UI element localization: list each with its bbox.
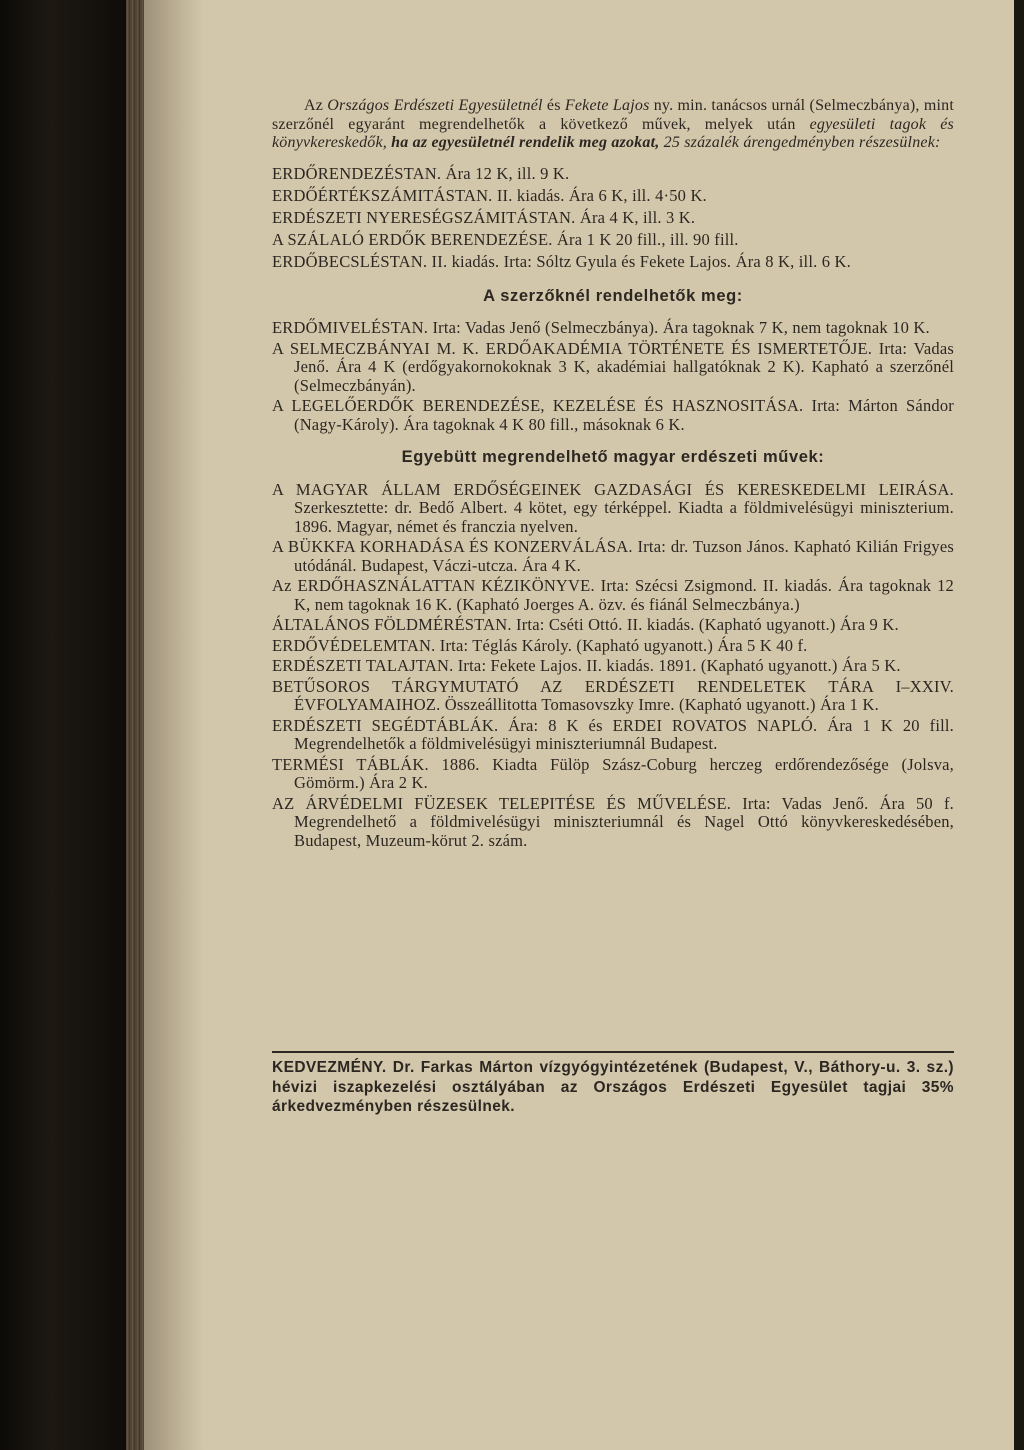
intro-italic-members: egyesületi tagok és könyvkereskedők, [272,115,954,151]
book-spine [0,0,126,1450]
list-item: ERDÉSZETI SEGÉDTÁBLÁK. Ára: 8 K és ERDEI ROVATOS NAPLÓ. Ára 1 K 20 fill. Megrendelhetők a földmivelésügyi miniszteriumnál Budapest. [272,715,954,753]
intro-text: ny. min. tanácsos urnál (Selmeczbánya), mint szerzőnél egyaránt megrendelhetők a következő művek, melyek után [272,97,954,133]
list-item: A MAGYAR ÁLLAM ERDŐSÉGEINEK GAZDASÁGI ÉS KERESKEDELMI LEIRÁSA. Szerkesztette: dr. Bedő Albert. 4 kötet, egy térképpel. Kiadta a földmivelésügyi miniszterium. 1896. Magyar, német és franczia nyelven. [272,479,954,536]
list-item: ERDŐRENDEZÉSTAN. Ára 12 K, ill. 9 K. [272,163,570,183]
section-heading-elsewhere: Egyebütt megrendelhető magyar erdészeti művek: [401,448,825,466]
intro-italic-author: Fekete Lajos [564,97,650,114]
list-item: A BÜKKFA KORHADÁSA ÉS KONZERVÁLÁSA. Irta: dr. Tuzson János. Kapható Kilián Frigyes utódánál. Budapest, Váczi-utcza. Ára 4 K. [272,537,954,575]
author-publications-list [272,319,954,434]
intro-paragraph [272,97,954,153]
list-item: ERDÉSZETI NYERESÉGSZÁMITÁSTAN. Ára 4 K, ill. 3 K. [272,207,696,227]
intro-bold-italic: ha az egyesületnél rendelik meg azokat, [386,134,660,151]
list-item: ERDŐÉRTÉKSZÁMITÁSTAN. II. kiadás. Ára 6 K, ill. 4·50 K. [272,185,707,205]
own-publications-list [272,163,954,273]
list-item: Az ERDŐHASZNÁLATTAN KÉZIKÖNYVE. Irta: Szécsi Zsigmond. II. kiadás. Ára tagoknak 12 K, nem tagoknak 16 K. (Kapható Joerges A. özv. és fiánál Selmeczbánya.) [272,576,954,614]
discount-notice: KEDVEZMÉNY. Dr. Farkas Márton vízgyógyintézetének (Budapest, V., Báthory-u. 3. sz.) hévizi iszapkezelési osztályában az Országos Erdészeti Egyesület tagjai 35% árkedvezményben részesülnek. [272,1059,954,1115]
list-item: BETŰSOROS TÁRGYMUTATÓ AZ ERDÉSZETI RENDELETEK TÁRA I–XXIV. ÉVFOLYAMAIHOZ. Összeállitotta Tomasovszky Imre. (Kapható ugyanott.) Ára 1 K. [272,676,954,714]
list-item: AZ ÁRVÉDELMI FÜZESEK TELEPITÉSE ÉS MŰVELÉSE. Irta: Vadas Jenő. Ára 50 f. Megrendelhető a földmivelésügyi miniszteriumnál és Nagel Ottó könyvkereskedésében, Budapest, Muzeum-körut 2. szám. [272,793,954,850]
list-item: ERDŐMIVELÉSTAN. Irta: Vadas Jenő (Selmeczbánya). Ára tagoknak 7 K, nem tagoknak 10 K. [272,318,930,337]
list-item: A LEGELŐERDŐK BERENDEZÉSE, KEZELÉSE ÉS HASZNOSITÁSA. Irta: Márton Sándor (Nagy-Károly). Ára tagoknak 4 K 80 fill., másoknak 6 K. [272,396,954,434]
list-item: A SELMECZBÁNYAI M. K. ERDŐAKADÉMIA TÖRTÉNETE ÉS ISMERTETŐJE. Irta: Vadas Jenő. Ára 4 K (erdőgyakornokoknak 3 K, akadémiai hallgatóknak 2 K). Kapható a szerzőnél (Selmeczbányán). [272,338,954,395]
intro-text: és [542,97,565,114]
intro-italic-society: Országos Erdészeti Egyesületnél [327,97,543,114]
page-stack-edge [126,0,146,1450]
list-item: ERDŐVÉDELEMTAN. Irta: Téglás Károly. (Kapható ugyanott.) Ára 5 K 40 f. [272,635,808,655]
list-item: TERMÉSI TÁBLÁK. 1886. Kiadta Fülöp Szász-Coburg herczeg erdőrendezősége (Jolsva, Gömörm.) Ára 2 K. [272,754,954,792]
list-item: ÁLTALÁNOS FÖLDMÉRÉSTAN. Irta: Cséti Ottó. II. kiadás. (Kapható ugyanott.) Ára 9 K. [272,615,899,634]
list-item: A SZÁLALÓ ERDŐK BERENDEZÉSE. Ára 1 K 20 fill., ill. 90 fill. [272,229,739,249]
book-page [144,0,1014,1450]
divider-rule [272,1051,954,1053]
page-right-edge [1014,0,1024,1450]
intro-italic-discount: 25 százalék árengedményben részesülnek: [659,134,941,151]
page-content [272,97,954,852]
other-publications-list [272,481,954,851]
list-item: ERDÉSZETI TALAJTAN. Irta: Fekete Lajos. II. kiadás. 1891. (Kapható ugyanott.) Ára 5 K. [272,656,901,675]
section-heading-authors: A szerzőknél rendelhetők meg: [483,286,743,305]
intro-text: Az [304,97,328,114]
list-item: ERDŐBECSLÉSTAN. II. kiadás. Irta: Sóltz Gyula és Fekete Lajos. Ára 8 K, ill. 6 K. [272,251,851,271]
